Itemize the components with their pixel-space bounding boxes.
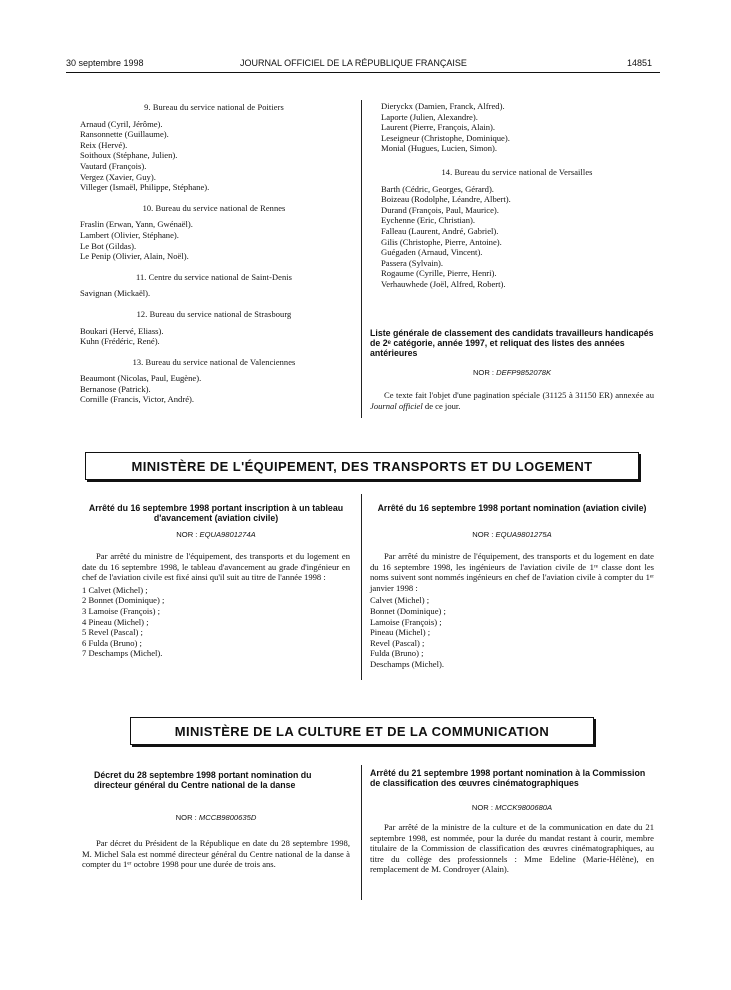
header-date: 30 septembre 1998 — [66, 58, 144, 68]
name-item: Laporte (Julien, Alexandre). — [381, 111, 478, 122]
arrete-inscription-body — [82, 551, 350, 659]
name-item: Arnaud (Cyril, Jérôme). — [80, 118, 163, 129]
name-item: Monial (Hugues, Lucien, Simon). — [381, 143, 497, 154]
avancement-list — [82, 585, 350, 659]
bureau-heading: 9. Bureau du service national de Poitiers — [144, 103, 284, 112]
name-item: Leseigneur (Christophe, Dominique). — [381, 132, 510, 143]
list-item: Deschamps (Michel). — [370, 658, 444, 669]
arrete-inscription-nor: NOR : EQUA9801274A — [176, 530, 256, 539]
bureau-section — [80, 103, 348, 193]
header-rule — [66, 72, 660, 73]
bureau-section — [80, 273, 348, 299]
name-item: Eychenne (Eric, Christian). — [381, 215, 476, 226]
name-item: Le Bot (Gildas). — [80, 240, 137, 251]
left-top-column — [80, 103, 348, 405]
name-item: Savignan (Mickaël). — [80, 288, 151, 299]
name-item: Reix (Hervé). — [80, 139, 128, 150]
arrete-nomination-body — [370, 551, 654, 670]
name-item: Gilis (Christophe, Pierre, Antoine). — [381, 236, 502, 247]
column-divider — [361, 765, 362, 900]
list-item: Fulda (Bruno) ; — [370, 648, 424, 659]
list-item: 4 Pineau (Michel) ; — [82, 616, 149, 627]
arrete-nomination-nor: NOR : EQUA9801275A — [472, 530, 552, 539]
arrete-commission-nor: NOR : MCCK9800680A — [471, 803, 553, 812]
name-item: Kuhn (Frédéric, René). — [80, 336, 160, 347]
name-item: Dieryckx (Damien, Franck, Alfred). — [381, 101, 505, 111]
column-divider — [361, 494, 362, 680]
bureau-heading: 14. Bureau du service national de Versailles — [441, 167, 593, 177]
ministere-equipement-heading: MINISTÈRE DE L'ÉQUIPEMENT, DES TRANSPORTS ET DU LOGEMENT — [85, 452, 639, 480]
bureau-heading: 10. Bureau du service national de Rennes — [142, 203, 286, 213]
bureau-heading: 12. Bureau du service national de Strasbourg — [136, 309, 292, 319]
name-item: Boukari (Hervé, Eliass). — [80, 325, 164, 336]
right-top-column — [381, 101, 653, 290]
name-item: Verhauwhede (Joël, Alfred, Robert). — [381, 278, 506, 289]
liste-title: Liste générale de classement des candidats travailleurs handicapés de 2ᵉ catégorie, année 1997, et reliquat des listes des années antérieures — [370, 328, 654, 358]
name-list — [80, 326, 348, 347]
name-item: Bernanose (Patrick). — [80, 383, 151, 394]
arrete-nomination-title: Arrêté du 16 septembre 1998 portant nomination (aviation civile) — [377, 503, 647, 513]
list-item: 7 Deschamps (Michel). — [82, 648, 163, 659]
ministere-culture-heading: MINISTÈRE DE LA CULTURE ET DE LA COMMUNICATION — [130, 717, 594, 745]
arrete-commission-title: Arrêté du 21 septembre 1998 portant nomination à la Commission de classification des œuvres cinématographiques — [370, 768, 646, 788]
list-item: Lamoise (François) ; — [370, 616, 442, 627]
name-item: Fraslin (Erwan, Yann, Gwénaël). — [80, 219, 193, 230]
arrete-nomination-text: Par arrêté du ministre de l'équipement, des transports et du logement en date du 16 septembre 1998, les ingénieurs de l'aviation civile de 1ʳᵉ classe dont les noms suivent sont nommés ingénieurs en chef de l'aviation civile à compter du 1ᵉʳ janvier 1998 : — [370, 551, 654, 593]
list-item: Calvet (Michel) ; — [370, 595, 430, 606]
name-item: Laurent (Pierre, François, Alain). — [381, 122, 496, 133]
arrete-commission-text: Par arrêté de la ministre de la culture et de la communication en date du 21 septembre 1998, est nommée, pour la durée du mandat restant à courir, membre titulaire de la Commission de classification des œuvres cinématographiques, au titre du collège des professionnels : Mme Edeline (Marie-Hélène), en remplacement de M. Condroyer (Alain). — [370, 822, 654, 875]
header-page-number: 14851 — [627, 58, 653, 68]
name-item: Boizeau (Rodolphe, Léandre, Albert). — [381, 194, 511, 205]
name-list — [381, 184, 653, 290]
bureau-heading: 11. Centre du service national de Saint-Denis — [135, 272, 293, 282]
decret-title: Décret du 28 septembre 1998 portant nomination du directeur général du Centre national de la danse — [94, 770, 312, 790]
list-item: 1 Calvet (Michel) ; — [82, 584, 148, 595]
name-item: Vergez (Xavier, Guy). — [80, 171, 156, 182]
name-item: Lambert (Olivier, Stéphane). — [80, 229, 179, 240]
list-item: Pineau (Michel) ; — [370, 627, 431, 638]
name-list — [80, 373, 348, 405]
arrete-inscription-text: Par arrêté du ministre de l'équipement, des transports et du logement en date du 16 septembre 1998, le tableau d'avancement au grade d'ingénieur en chef de l'aviation civile est fixé ainsi qu'il suit au titre de l'année 1998 : — [82, 551, 350, 583]
list-item: Bonnet (Dominique) ; — [370, 605, 446, 616]
list-item: 2 Bonnet (Dominique) ; — [82, 595, 165, 606]
decret-nor: NOR : MCCB9800635D — [175, 813, 257, 822]
name-item: Guégaden (Arnaud, Vincent). — [381, 247, 483, 258]
name-list — [80, 288, 348, 299]
name-item: Villeger (Ismaël, Philippe, Stéphane). — [80, 182, 210, 193]
header-journal-title: JOURNAL OFFICIEL DE LA RÉPUBLIQUE FRANÇAISE — [240, 58, 467, 68]
name-list — [80, 119, 348, 193]
column-divider — [361, 100, 362, 418]
name-item: Cornille (Francis, Victor, André). — [80, 394, 195, 405]
name-item: Falleau (Laurent, André, Gabriel). — [381, 225, 499, 236]
name-item: Durand (François, Paul, Maurice). — [381, 204, 499, 215]
liste-nor: NOR : DEFP9852078K — [472, 368, 552, 377]
list-item: 5 Revel (Pascal) ; — [82, 627, 143, 638]
name-item: Beaumont (Nicolas, Paul, Eugène). — [80, 373, 202, 384]
bureau-section — [80, 204, 348, 262]
liste-text: Ce texte fait l'objet d'une pagination spéciale (31125 à 31150 ER) annexée au Journal officiel de ce jour. — [370, 390, 654, 411]
name-list — [381, 101, 653, 154]
name-item: Le Penip (Olivier, Alain, Noël). — [80, 251, 189, 262]
list-item: 3 Lamoise (François) ; — [82, 605, 161, 616]
bureau-heading: 13. Bureau du service national de Valenciennes — [132, 357, 296, 367]
name-item: Vautard (François). — [80, 160, 147, 171]
name-item: Ransonnette (Guillaume). — [80, 129, 169, 140]
name-item: Soithoux (Stéphane, Julien). — [80, 150, 178, 161]
arrete-inscription-title: Arrêté du 16 septembre 1998 portant inscription à un tableau d'avancement (aviation civile) — [88, 503, 344, 523]
list-item: Revel (Pascal) ; — [370, 637, 425, 648]
name-item: Rogaume (Cyrille, Pierre, Henri). — [381, 268, 497, 279]
bureau-section — [80, 310, 348, 347]
bureau-section — [80, 358, 348, 405]
name-item: Passera (Sylvain). — [381, 257, 444, 268]
name-item: Barth (Cédric, Georges, Gérard). — [381, 183, 494, 194]
nomination-list — [370, 595, 654, 669]
decret-text: Par décret du Président de la République en date du 28 septembre 1998, M. Michel Sala est nommé directeur général du Centre national de la danse à compter du 1ᵉʳ octobre 1998 pour une durée de trois ans. — [82, 838, 350, 870]
name-list — [80, 219, 348, 261]
list-item: 6 Fulda (Bruno) ; — [82, 637, 142, 648]
